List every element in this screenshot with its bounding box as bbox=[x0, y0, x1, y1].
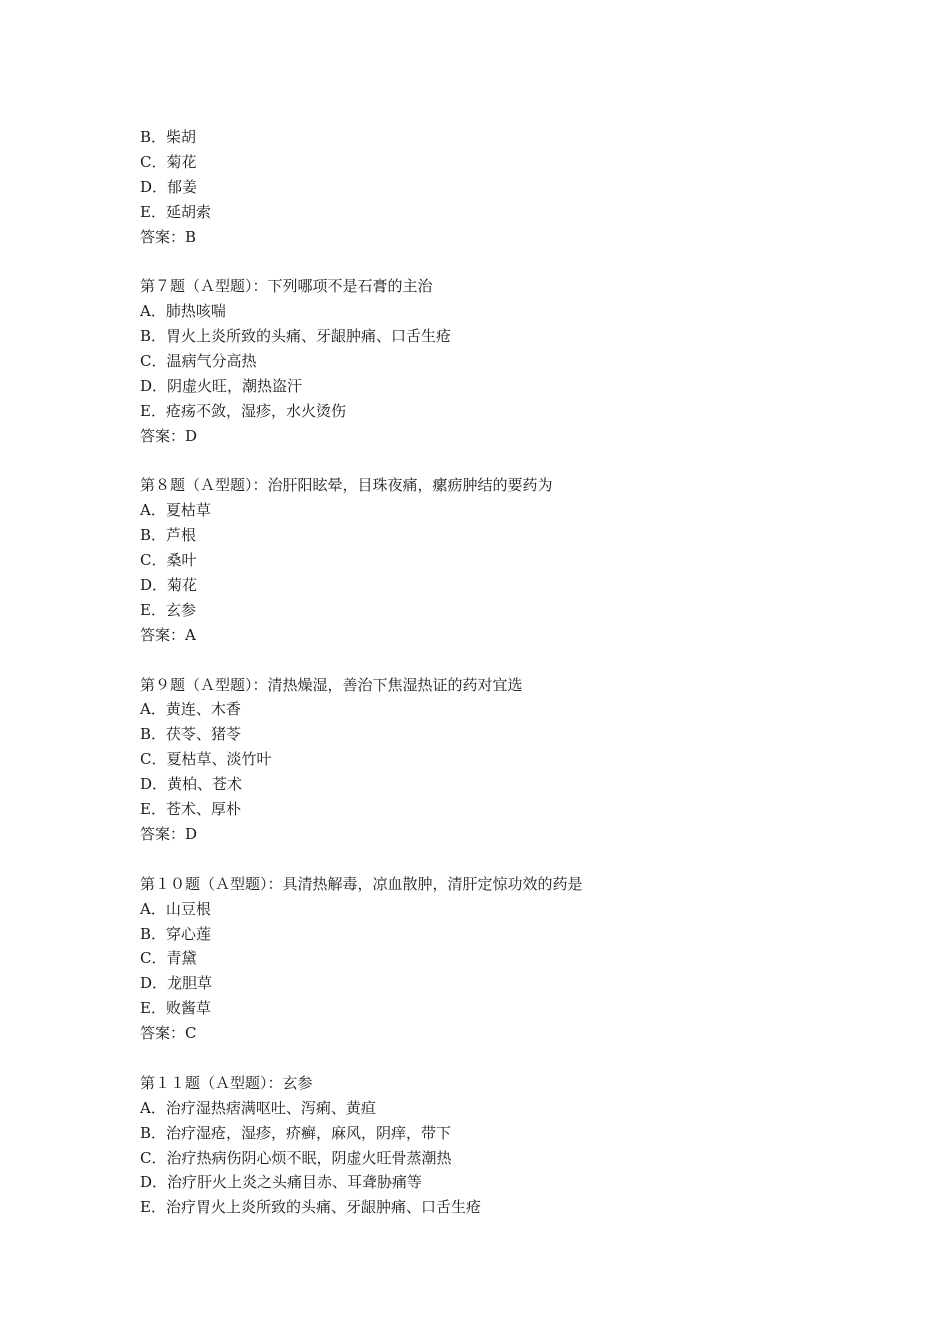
spacer bbox=[140, 449, 900, 474]
q9-option-d: D．黄柏、苍术 bbox=[140, 775, 243, 794]
question-10-block bbox=[140, 872, 900, 1046]
q9-option-e: E．苍术、厚朴 bbox=[140, 800, 241, 819]
q8-option-e: E．玄参 bbox=[140, 600, 196, 619]
q7-option-c: C．温病气分高热 bbox=[140, 352, 257, 371]
q8-option-a: A．夏枯草 bbox=[140, 501, 211, 520]
q10-option-b: B．穿心莲 bbox=[140, 924, 212, 943]
q10-option-c: C．青黛 bbox=[140, 949, 197, 968]
q6-answer: 答案：B bbox=[140, 227, 197, 246]
q8-option-c: C．桑叶 bbox=[140, 551, 197, 570]
q10-option-e: E．败酱草 bbox=[140, 999, 211, 1018]
q11-option-a: A．治疗湿热痞满呕吐、泻痢、黄疸 bbox=[140, 1098, 376, 1117]
q11-option-b: B．治疗湿疮，湿疹，疥癣，麻风，阴痒，带下 bbox=[140, 1123, 452, 1142]
q8-title: 第８题（Ａ型题）：治肝阳眩晕，目珠夜痛，瘰疬肿结的要药为 bbox=[140, 476, 553, 495]
q9-option-a: A．黄连、木香 bbox=[140, 700, 241, 719]
question-7-block bbox=[140, 274, 900, 448]
q7-option-a: A．肺热咳喘 bbox=[140, 302, 226, 321]
spacer bbox=[140, 1046, 900, 1071]
q6-option-d: D．郁姜 bbox=[140, 177, 198, 196]
question-9-block bbox=[140, 673, 900, 847]
question-8-block bbox=[140, 473, 900, 647]
q9-option-c: C．夏枯草、淡竹叶 bbox=[140, 750, 272, 769]
q7-title: 第７题（Ａ型题）：下列哪项不是石膏的主治 bbox=[140, 277, 433, 296]
q10-answer: 答案：C bbox=[140, 1024, 197, 1043]
q8-answer: 答案：A bbox=[140, 625, 196, 644]
q6-option-b: B．柴胡 bbox=[140, 128, 197, 146]
question-11-block bbox=[140, 1071, 900, 1220]
q11-title: 第１１题（Ａ型题）：玄参 bbox=[140, 1073, 313, 1092]
q10-title: 第１０题（Ａ型题）：具清热解毒，凉血散肿，清肝定惊功效的药是 bbox=[140, 874, 583, 893]
q7-option-d: D．阴虚火旺，潮热盗汗 bbox=[140, 376, 303, 395]
q9-title: 第９题（Ａ型题）：清热燥湿，善治下焦湿热证的药对宜选 bbox=[140, 675, 523, 694]
q8-option-d: D．菊花 bbox=[140, 576, 198, 595]
q6-option-e: E．延胡索 bbox=[140, 202, 211, 221]
spacer bbox=[140, 648, 900, 673]
question-6-block bbox=[140, 125, 900, 249]
q10-option-d: D．龙胆草 bbox=[140, 974, 213, 993]
q11-option-c: C．治疗热病伤阴心烦不眠，阴虚火旺骨蒸潮热 bbox=[140, 1148, 452, 1167]
q7-option-e: E．疮疡不敛，湿疹，水火烫伤 bbox=[140, 401, 346, 420]
q7-option-b: B．胃火上炎所致的头痛、牙龈肿痛、口舌生疮 bbox=[140, 327, 452, 346]
spacer bbox=[140, 847, 900, 872]
q6-option-c: C．菊花 bbox=[140, 152, 197, 171]
q9-option-b: B．茯苓、猪苓 bbox=[140, 725, 242, 744]
q11-option-e: E．治疗胃火上炎所致的头痛、牙龈肿痛、口舌生疮 bbox=[140, 1198, 481, 1217]
q9-answer: 答案：D bbox=[140, 824, 198, 843]
document-page bbox=[140, 125, 900, 1220]
q8-option-b: B．芦根 bbox=[140, 526, 197, 545]
q11-option-d: D．治疗肝火上炎之头痛目赤、耳聋胁痛等 bbox=[140, 1173, 423, 1192]
spacer bbox=[140, 249, 900, 274]
q10-option-a: A．山豆根 bbox=[140, 899, 211, 918]
q7-answer: 答案：D bbox=[140, 426, 198, 445]
